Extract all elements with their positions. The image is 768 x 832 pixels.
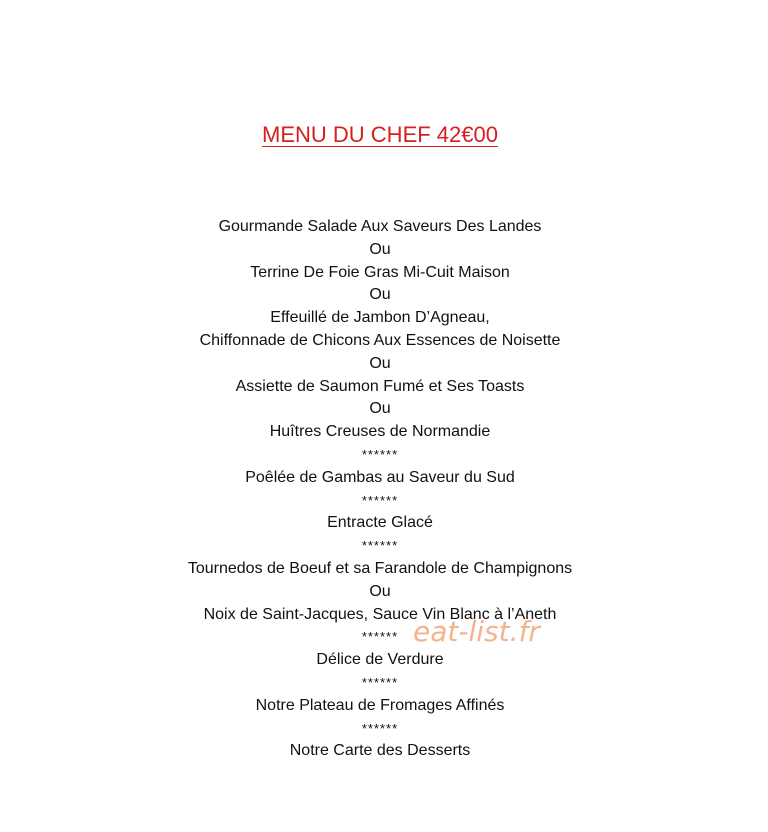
menu-line-or: Ou [369, 286, 391, 304]
menu-line-or: Ou [369, 400, 391, 418]
menu-line-or: Ou [369, 354, 391, 372]
menu-line-or: Ou [369, 582, 391, 600]
menu-line: Noix de Saint-Jacques, Sauce Vin Blanc à l’Aneth [203, 605, 557, 623]
menu-line-or: Ou [369, 240, 391, 258]
course-separator: ****** [361, 674, 399, 690]
menu-line: Terrine De Foie Gras Mi-Cuit Maison [250, 263, 510, 281]
menu-line: Notre Plateau de Fromages Affinés [255, 696, 505, 714]
menu-line: Tournedos de Boeuf et sa Farandole de Champignons [187, 559, 573, 577]
menu-list [0, 216, 760, 763]
menu-line: Huîtres Creuses de Normandie [269, 423, 491, 441]
course-separator: ****** [361, 538, 399, 554]
menu-line: Effeuillé de Jambon D’Agneau, [270, 309, 490, 327]
menu-line: Chiffonnade de Chicons Aux Essences de Noisette [199, 331, 561, 349]
course-separator: ****** [361, 720, 399, 736]
menu-line: Gourmande Salade Aux Saveurs Des Landes [218, 218, 542, 235]
course-separator: ****** [361, 446, 399, 462]
menu-line: Entracte Glacé [327, 514, 433, 532]
course-separator: ****** [361, 492, 399, 508]
menu-line: Poêlée de Gambas au Saveur du Sud [245, 468, 515, 486]
course-separator: ****** [361, 629, 399, 645]
menu-title: MENU DU CHEF 42€00 [262, 122, 498, 147]
menu-line: Assiette de Saumon Fumé et Ses Toasts [235, 377, 525, 395]
menu-line: Délice de Verdure [316, 651, 444, 669]
menu-line: Notre Carte des Desserts [289, 742, 471, 760]
site-watermark: eat-list.fr [413, 615, 540, 648]
